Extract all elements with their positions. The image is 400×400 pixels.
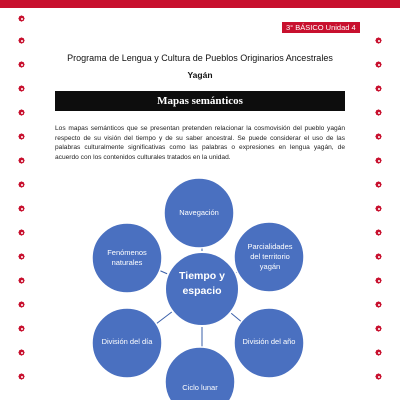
intro-paragraph: Los mapas semánticos que se presentan pretenden relacionar la cosmovisión del pueblo yagán respecto de su visión del tiempo y de su saber ancestral. Se puede considerar el uso de las palabras culturalmente significativas como las palabras o expresiones en lengua yagán, de acuerdo con los contenidos culturales tratados en la unidad. — [55, 125, 345, 161]
grade-unit-badge: 3° BÁSICO Unidad 4 — [282, 22, 360, 33]
node-label-ciclo-lunar: Ciclo lunar — [182, 383, 218, 392]
node-label-division-dia: División del día — [101, 337, 153, 346]
subject-title: Yagán — [187, 70, 213, 80]
center-node-label: Tiempo y espacio — [179, 270, 225, 297]
section-title-bar: Mapas semánticos — [55, 91, 345, 111]
node-label-parcialidades: Parcialidades del territorio yagán — [247, 242, 293, 271]
node-label-fenomenos: Fenómenos naturales — [107, 248, 147, 267]
node-label-division-ano: División del año — [242, 337, 296, 346]
program-title: Programa de Lengua y Cultura de Pueblos Originarios Ancestrales — [67, 53, 333, 63]
node-label-navegacion: Navegación — [179, 208, 219, 217]
